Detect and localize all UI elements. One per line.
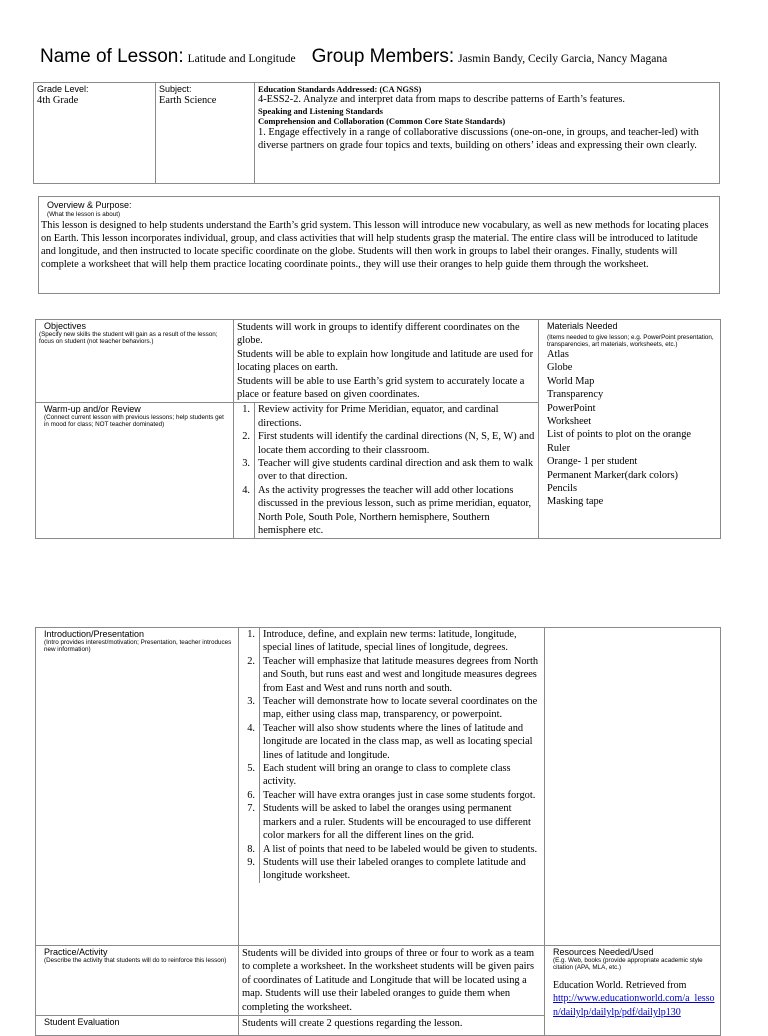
material-item: Orange- 1 per student <box>547 456 638 468</box>
resources-label: Resources Needed/Used <box>553 947 654 957</box>
objectives-label: Objectives <box>44 321 87 331</box>
intro-label: Introduction/Presentation <box>44 629 145 639</box>
intro-label-cell <box>36 628 239 946</box>
resources-cell <box>545 946 721 1036</box>
step-text: Students will be asked to label the oranges using permanent markers and a ruler. Students will be encouraged to use different color markers for all the different lines on the grid. <box>263 803 531 842</box>
practice-label-cell <box>36 946 239 1016</box>
step-number: 1. <box>239 628 260 655</box>
standards-heading: Education Standards Addressed: (CA NGSS) <box>258 84 422 94</box>
overview-text: This lesson is designed to help students understand the Earth’s grid system. This lesson will introduce new vocabulary, as well as new methods for locating places on Earth. This lesson incorporates individual, group, and class activities that will help students grasp the material. The entire class will be introduced to latitude and longitude, and then instructed to locate specific coordinate on the globe. Students will then work in groups to label their oranges. Finally, students will complete a worksheet that will help them practice locating coordinate points., they will use their oranges to help guide them through the worksheet. <box>41 220 709 271</box>
subject-label: Subject: <box>159 84 192 94</box>
warmup-label-cell <box>36 403 234 538</box>
materials-label: Materials Needed <box>547 321 618 331</box>
step-number: 4. <box>234 484 255 538</box>
comprehension-heading: Comprehension and Collaboration (Common Core State Standards) <box>258 116 506 126</box>
resources-citation: Education World. Retrieved from <box>553 980 687 991</box>
step-text: Teacher will give students cardinal direction and ask them to walk over to that direction. <box>258 458 534 483</box>
material-item: Permanent Marker(dark colors) <box>547 469 678 481</box>
step-number: 3. <box>234 457 255 484</box>
materials-list <box>547 348 717 509</box>
presentation-table <box>35 627 721 1036</box>
material-item: Masking tape <box>547 496 604 508</box>
material-item: World Map <box>547 375 595 387</box>
grade-label: Grade Level: <box>37 84 89 94</box>
step-number: 7. <box>239 802 260 842</box>
objectives-text-cell <box>234 320 539 403</box>
material-item: Transparency <box>547 389 604 401</box>
step-item <box>234 484 538 538</box>
lesson-info-table <box>33 82 720 184</box>
grade-value: 4th Grade <box>37 95 79 106</box>
step-item <box>234 457 538 484</box>
group-members: Jasmin Bandy, Cecily Garcia, Nancy Magana <box>458 53 668 65</box>
step-number: 2. <box>239 655 260 695</box>
objectives-text: Students will work in groups to identify different coordinates on the globe. Students will be able to explain how longitude and latitude are used for locating places on earth. Students will be able to use Earth’s grid system to accurately locate a place or feature based on given coordinates. <box>237 322 534 401</box>
resources-link[interactable]: http://www.educationworld.com/a_lesson/dailylp/dailylp/pdf/dailylp130 <box>553 993 715 1018</box>
practice-sublabel: (Describe the activity that students will do to reinforce this lesson) <box>44 957 227 964</box>
material-item: Worksheet <box>547 416 592 428</box>
lesson-name: Latitude and Longitude <box>187 53 296 65</box>
step-item <box>239 628 544 655</box>
step-item <box>239 856 544 883</box>
evaluation-label-cell <box>36 1016 239 1036</box>
material-item: Atlas <box>547 349 569 360</box>
objectives-label-cell <box>36 320 234 403</box>
step-item <box>239 843 544 856</box>
step-number: 4. <box>239 722 260 762</box>
evaluation-text: Students will create 2 questions regarding the lesson. <box>242 1018 463 1030</box>
step-text: Students will use their labeled oranges to complete latitude and longitude worksheet. <box>263 856 526 882</box>
practice-text-cell <box>239 946 545 1016</box>
step-text: First students will identify the cardinal directions (N, S, E, W) and locate them according to their classroom. <box>258 431 535 456</box>
objectives-sublabel: (Specify new skills the student will gain as a result of the lesson; focus on student (not teacher behaviors.) <box>39 331 218 345</box>
step-text: As the activity progresses the teacher will add other locations discussed in the previous lesson, such as prime meridian, equator, North Pole, South Pole, Northern hemisphere, Southern hemisphere etc. <box>258 484 532 537</box>
step-number: 5. <box>239 762 260 789</box>
material-item: List of points to plot on the orange <box>547 429 692 441</box>
evaluation-label: Student Evaluation <box>44 1017 120 1028</box>
group-members-label: Group Members: <box>311 46 455 67</box>
step-item <box>239 762 544 789</box>
material-item: Pencils <box>547 483 578 495</box>
intro-empty-cell <box>545 628 721 946</box>
step-text: Teacher will emphasize that latitude measures degrees from North and South, but runs east and west and longitude measures degrees from East and West and runs north and south. <box>263 655 539 694</box>
speaking-heading: Speaking and Listening Standards <box>258 106 383 116</box>
overview-sublabel: (What the lesson is about) <box>47 211 121 218</box>
step-item <box>239 789 544 802</box>
standards-cell <box>255 83 720 184</box>
step-text: Review activity for Prime Meridian, equator, and cardinal directions. <box>258 404 499 429</box>
step-text: A list of points that need to be labeled would be given to students. <box>263 843 538 855</box>
subject-value: Earth Science <box>159 95 217 106</box>
overview-label: Overview & Purpose: <box>47 200 132 210</box>
materials-sublabel: (Items needed to give lesson; e.g. PowerPoint presentation, transparencies, art materials, worksheets, etc.) <box>547 334 714 348</box>
lesson-header <box>40 46 740 68</box>
intro-sublabel: (Intro provides interest/motivation; Presentation, teacher introduces new information) <box>44 639 232 653</box>
step-number: 8. <box>239 843 260 856</box>
step-number: 2. <box>234 430 255 457</box>
intro-steps-cell <box>239 628 545 946</box>
warmup-sublabel: (Connect current lesson with previous lessons; help students get in mood for class; NOT teacher dominated) <box>44 414 224 429</box>
step-text: Teacher will also show students where the lines of latitude and longitude are located in the class map, as well as locating special lines of latitude and longitude. <box>263 722 533 761</box>
subject-cell <box>156 83 255 184</box>
step-text: Teacher will have extra oranges just in case some students forgot. <box>263 789 536 801</box>
warmup-label: Warm-up and/or Review <box>44 404 141 415</box>
step-text: Each student will bring an orange to class to complete class activity. <box>263 763 511 788</box>
step-item <box>239 655 544 695</box>
practice-text: Students will be divided into groups of three or four to work as a team to complete a worksheet. In the worksheet students will be given pairs of coordinates of Latitude and Longitude that will be located using a map. Students will use their labeled oranges to guide them when completing the worksheet. <box>242 948 535 1013</box>
material-item: Ruler <box>547 442 571 454</box>
step-item <box>239 722 544 762</box>
overview-box <box>38 196 720 294</box>
intro-steps <box>239 628 544 883</box>
step-item <box>234 430 538 457</box>
comprehension-text: 1. Engage effectively in a range of collaborative discussions (one-on-one, in groups, and teacher-led) with diverse partners on grade four topics and texts, building on others’ ideas and expressing their own clearly. <box>258 127 699 151</box>
step-item <box>234 403 538 430</box>
grade-cell <box>34 83 156 184</box>
step-number: 1. <box>234 403 255 430</box>
resources-sublabel: (E.g. Web, books (provide appropriate academic style citation (APA, MLA, etc.) <box>553 957 703 971</box>
evaluation-text-cell <box>239 1016 545 1036</box>
step-item <box>239 695 544 722</box>
step-item <box>239 802 544 842</box>
materials-cell <box>539 320 721 539</box>
step-text: Teacher will demonstrate how to locate several coordinates on the map, either using class map, transparency, or powerpoint. <box>263 696 538 721</box>
objectives-table <box>35 319 721 539</box>
step-number: 6. <box>239 789 260 802</box>
step-number: 9. <box>239 856 260 883</box>
step-text: Introduce, define, and explain new terms: latitude, longitude, special lines of latitude, special lines of longitude, degrees. <box>263 629 517 654</box>
lesson-name-label: Name of Lesson: <box>40 46 184 67</box>
material-item: PowerPoint <box>547 402 596 414</box>
warmup-steps <box>234 403 538 537</box>
standards-text: 4-ESS2-2. Analyze and interpret data from maps to describe patterns of Earth’s features. <box>258 94 626 105</box>
step-number: 3. <box>239 695 260 722</box>
material-item: Globe <box>547 362 573 374</box>
warmup-steps-cell <box>234 403 539 538</box>
practice-label: Practice/Activity <box>44 947 108 957</box>
